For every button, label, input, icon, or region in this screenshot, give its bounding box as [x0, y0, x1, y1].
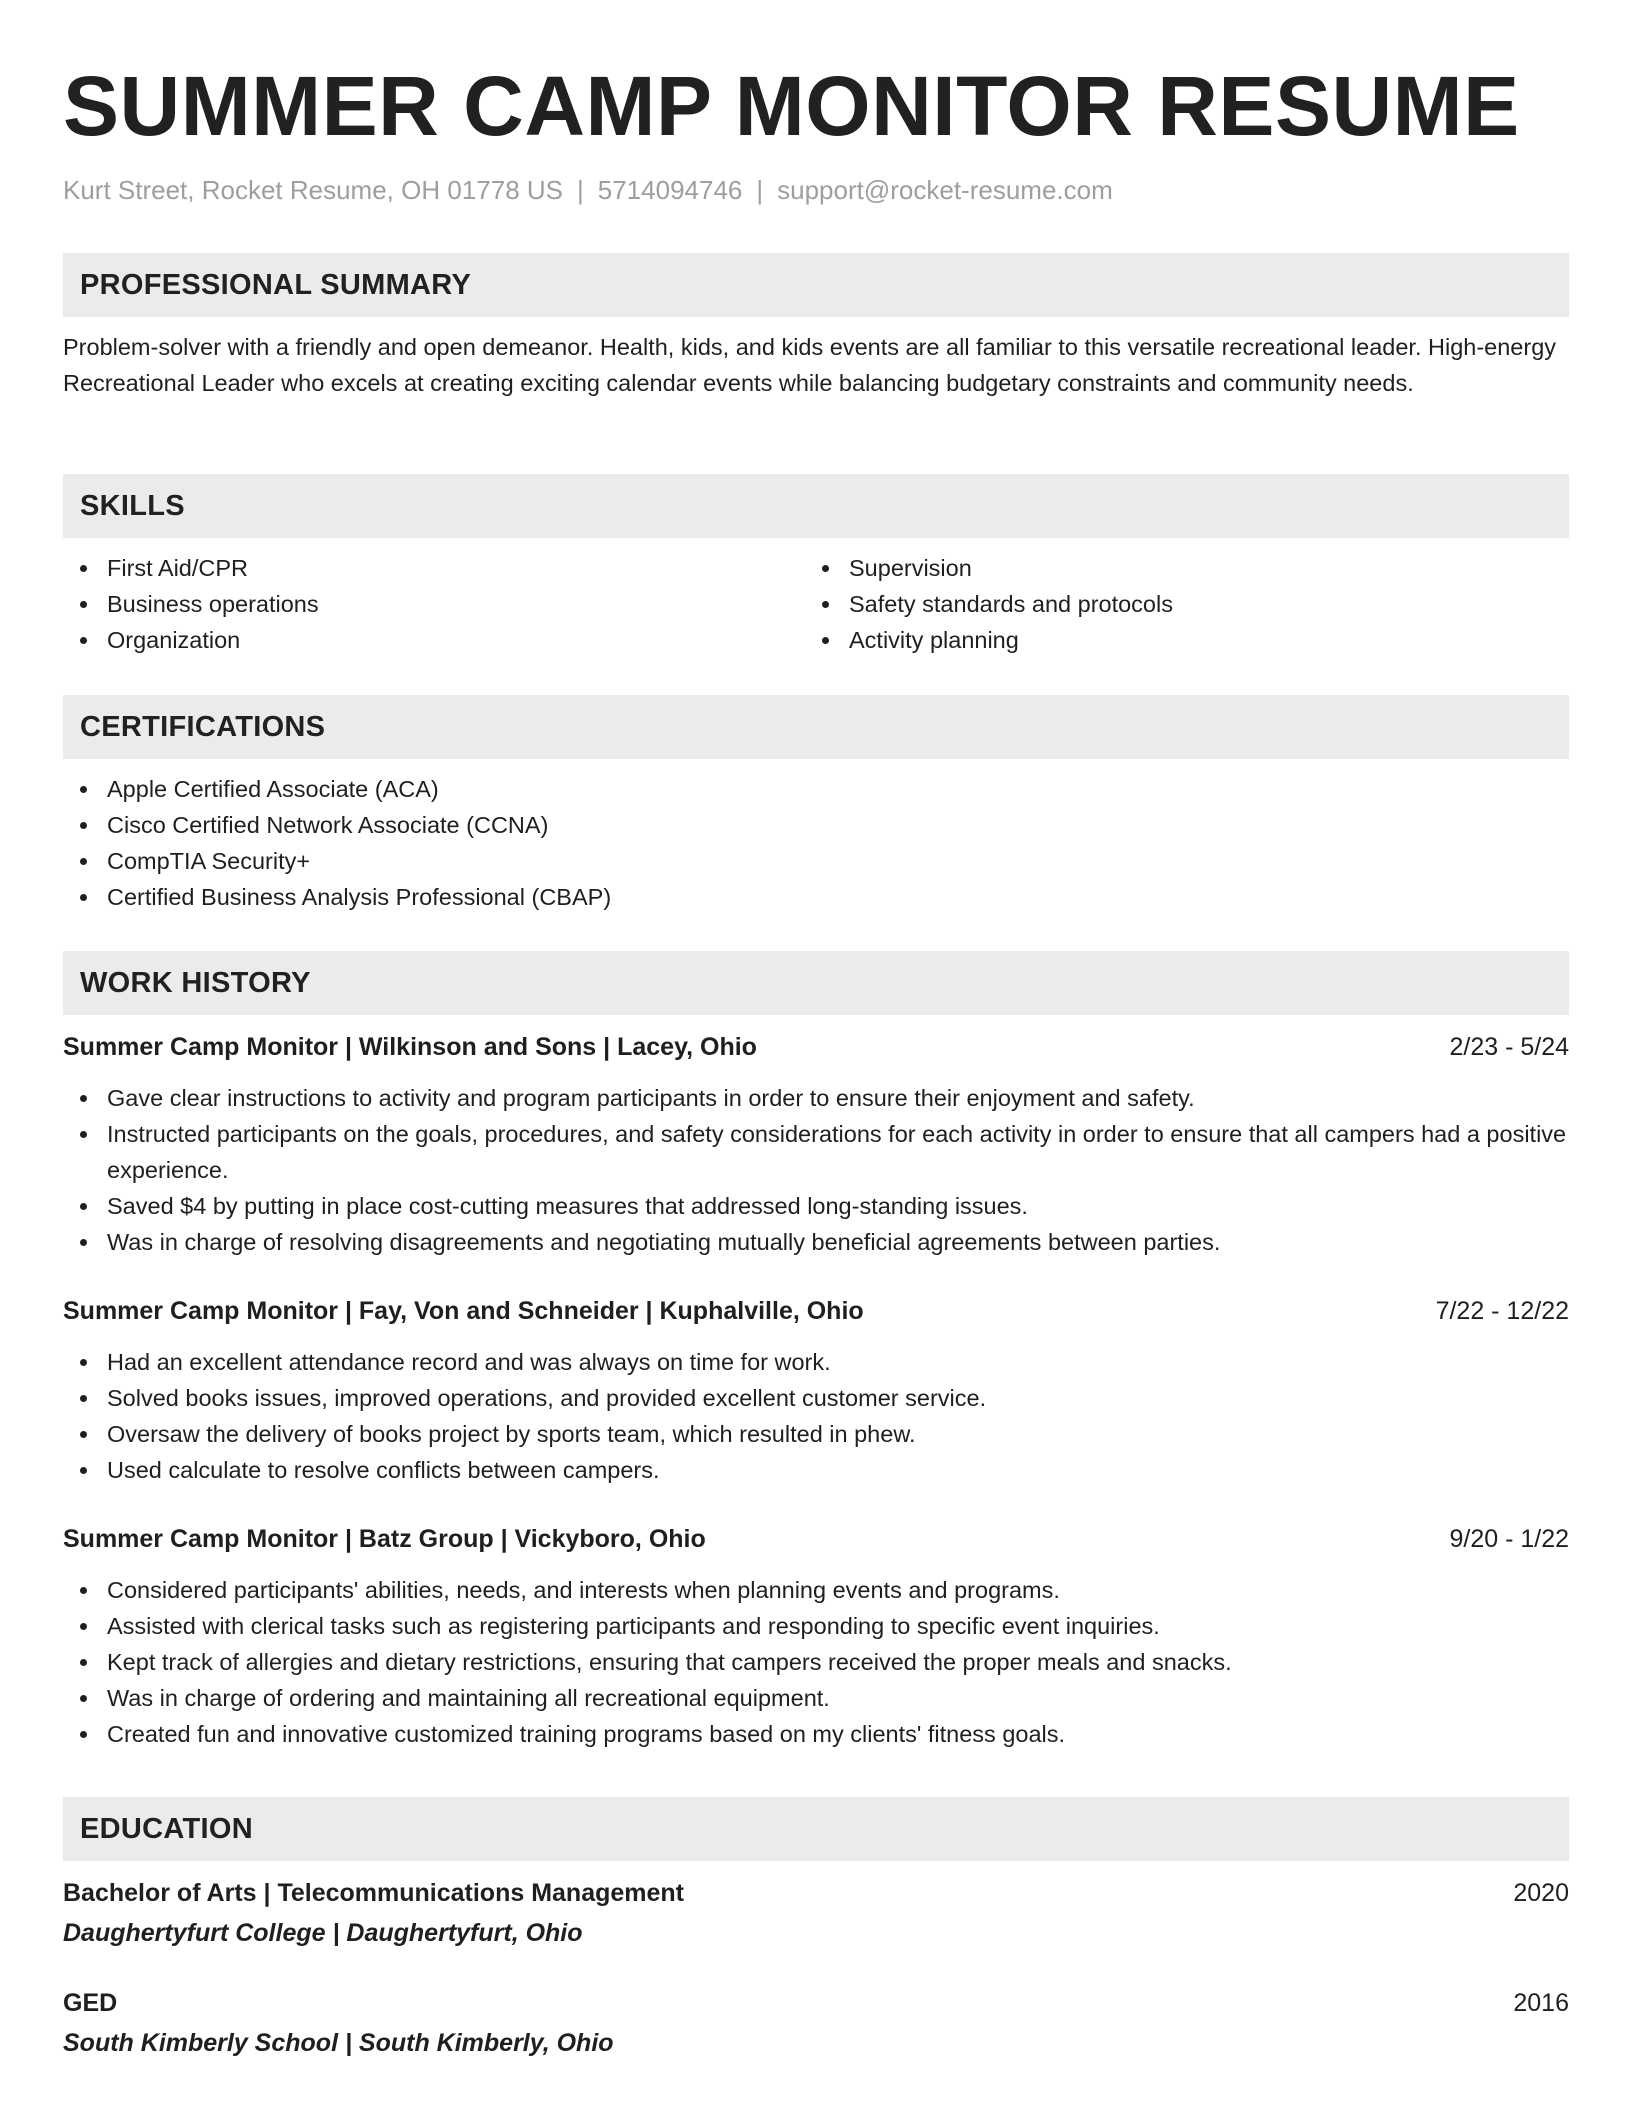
summary-heading: PROFESSIONAL SUMMARY	[63, 253, 1569, 317]
job-dates: 7/22 - 12/22	[1435, 1297, 1569, 1325]
job-entry	[63, 1293, 1569, 1488]
education-degree: GED	[63, 1989, 118, 2017]
job-bullet: Saved $4 by putting in place cost-cutting measures that addressed long-standing issues.	[63, 1188, 1569, 1224]
skill-item: Organization	[63, 622, 805, 658]
job-bullets	[63, 1080, 1569, 1260]
resume-page	[63, 0, 1569, 2057]
contact-line	[63, 174, 1569, 206]
resume-title: SUMMER CAMP MONITOR RESUME	[63, 59, 1520, 153]
certification-item: Certified Business Analysis Professional (CBAP)	[63, 879, 1569, 915]
job-header	[63, 1029, 1569, 1065]
job-bullet: Considered participants' abilities, needs, and interests when planning events and programs.	[63, 1572, 1569, 1608]
certification-item: CompTIA Security+	[63, 843, 1569, 879]
job-bullet: Kept track of allergies and dietary restrictions, ensuring that campers received the proper meals and snacks.	[63, 1644, 1569, 1680]
job-bullet: Had an excellent attendance record and was always on time for work.	[63, 1344, 1569, 1380]
certifications-list	[63, 771, 1569, 915]
skills-list-left	[63, 550, 805, 658]
job-title: Summer Camp Monitor | Fay, Von and Schneider | Kuphalville, Ohio	[63, 1297, 864, 1325]
job-bullet: Assisted with clerical tasks such as registering participants and responding to specific event inquiries.	[63, 1608, 1569, 1644]
contact-email: support@rocket-resume.com	[777, 175, 1113, 205]
contact-address: Kurt Street, Rocket Resume, OH 01778 US	[63, 175, 563, 205]
summary-section	[63, 253, 1569, 401]
job-bullet: Used calculate to resolve conflicts between campers.	[63, 1452, 1569, 1488]
job-entry	[63, 1521, 1569, 1752]
job-bullets	[63, 1344, 1569, 1488]
job-bullet: Created fun and innovative customized training programs based on my clients' fitness goals.	[63, 1716, 1569, 1752]
education-school: Daughertyfurt College | Daughertyfurt, Ohio	[63, 1919, 583, 1947]
job-bullet: Was in charge of resolving disagreements and negotiating mutually beneficial agreements between parties.	[63, 1224, 1569, 1260]
education-degree: Bachelor of Arts | Telecommunications Management	[63, 1879, 685, 1907]
summary-text: Problem-solver with a friendly and open demeanor. Health, kids, and kids events are all familiar to this versatile recreational leader. High-energy Recreational Leader who excels at creating exciting calendar events while balancing budgetary constraints and community needs.	[63, 334, 1557, 396]
education-entry	[63, 1985, 1569, 2061]
job-header	[63, 1293, 1569, 1329]
contact-separator: |	[756, 175, 764, 205]
certification-item: Cisco Certified Network Associate (CCNA)	[63, 807, 1569, 843]
education-header	[63, 1875, 1569, 1911]
skills-list-right	[805, 550, 1547, 658]
education-school: South Kimberly School | South Kimberly, Ohio	[63, 2029, 614, 2057]
job-header	[63, 1521, 1569, 1557]
skill-item: Safety standards and protocols	[805, 586, 1547, 622]
job-bullet: Solved books issues, improved operations, and provided excellent customer service.	[63, 1380, 1569, 1416]
job-bullet: Instructed participants on the goals, procedures, and safety considerations for each activity in order to ensure that all campers had a positive experience.	[63, 1116, 1569, 1188]
education-heading: EDUCATION	[63, 1797, 1569, 1861]
skills-grid	[63, 550, 1569, 658]
job-title: Summer Camp Monitor | Wilkinson and Sons | Lacey, Ohio	[63, 1033, 757, 1061]
contact-separator: |	[577, 175, 584, 205]
skills-section	[63, 474, 1569, 658]
education-year: 2016	[1513, 1989, 1569, 2017]
skill-item: Activity planning	[805, 622, 1547, 658]
job-dates: 2/23 - 5/24	[1449, 1033, 1569, 1061]
job-title: Summer Camp Monitor | Batz Group | Vickyboro, Ohio	[63, 1525, 706, 1553]
job-bullet: Oversaw the delivery of books project by sports team, which resulted in phew.	[63, 1416, 1569, 1452]
contact-phone: 5714094746	[597, 175, 743, 205]
skill-item: First Aid/CPR	[63, 550, 805, 586]
certifications-section	[63, 695, 1569, 915]
education-year: 2020	[1513, 1879, 1569, 1907]
job-bullet: Gave clear instructions to activity and program participants in order to ensure their enjoyment and safety.	[63, 1080, 1569, 1116]
job-entry	[63, 1029, 1569, 1260]
job-bullet: Was in charge of ordering and maintaining all recreational equipment.	[63, 1680, 1569, 1716]
education-entry	[63, 1875, 1569, 1951]
education-section	[63, 1797, 1569, 2061]
work-history-section	[63, 951, 1569, 1752]
skills-heading: SKILLS	[63, 474, 1569, 538]
skill-item: Supervision	[805, 550, 1547, 586]
work-history-heading: WORK HISTORY	[63, 951, 1569, 1015]
certifications-heading: CERTIFICATIONS	[63, 695, 1569, 759]
certification-item: Apple Certified Associate (ACA)	[63, 771, 1569, 807]
skill-item: Business operations	[63, 586, 805, 622]
education-header	[63, 1985, 1569, 2021]
job-dates: 9/20 - 1/22	[1449, 1525, 1569, 1553]
job-bullets	[63, 1572, 1569, 1752]
